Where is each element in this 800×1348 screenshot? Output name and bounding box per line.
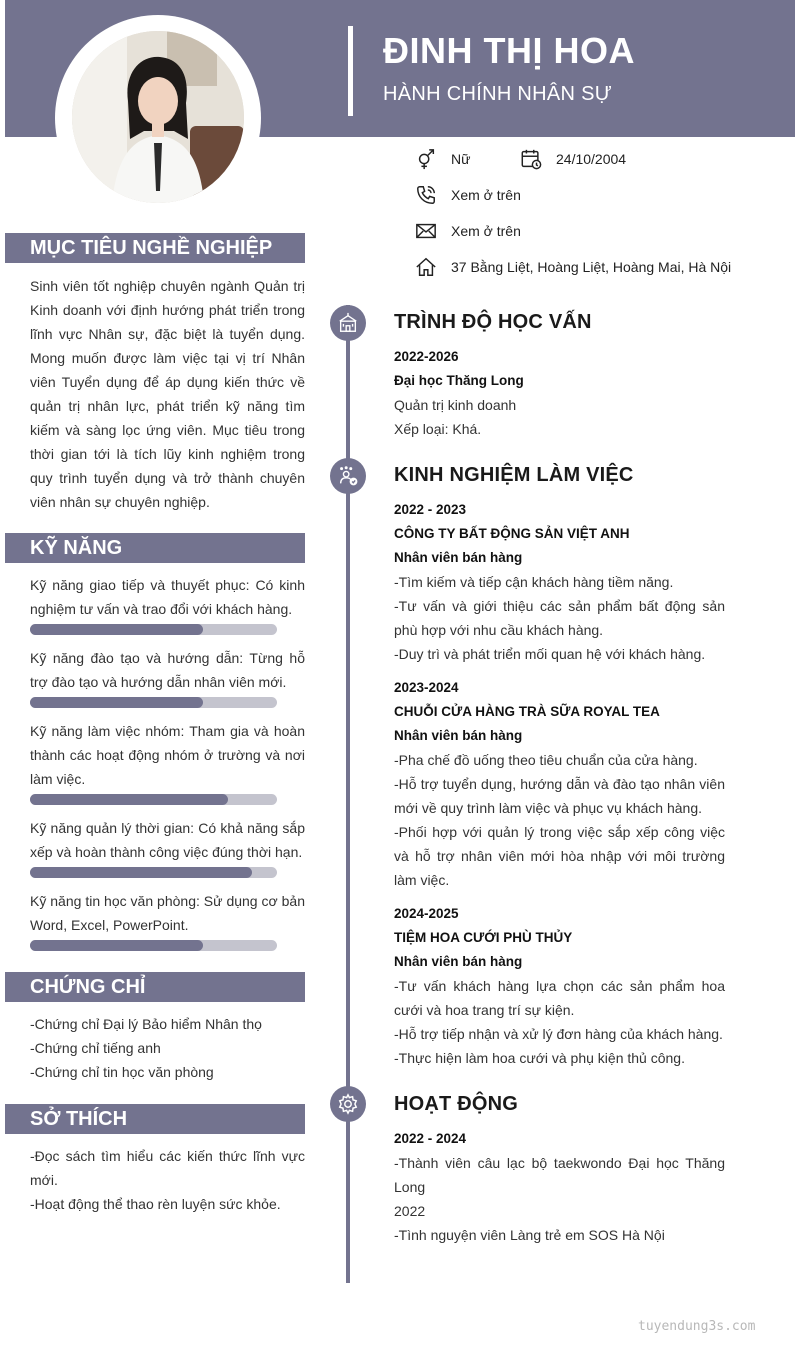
job-duty: -Phối hợp với quản lý trong việc sắp xếp công việc và hỗ trợ nhân viên mới hòa nhập với môi trường làm việc. (394, 824, 725, 888)
skill-bar (30, 867, 277, 878)
job-company: CHUỖI CỬA HÀNG TRÀ SỮA ROYAL TEA (394, 704, 660, 719)
education-period: 2022-2026 (394, 349, 459, 364)
job-duty: -Hỗ trợ tiếp nhận và xử lý đơn hàng của khách hàng. (394, 1026, 723, 1042)
header-divider (348, 26, 353, 116)
education-school: Đại học Thăng Long (394, 373, 524, 388)
phone-value: Xem ở trên (451, 187, 521, 203)
candidate-name: ĐINH THỊ HOA (383, 30, 635, 71)
job-duty: -Hỗ trợ tuyển dụng, hướng dẫn và đào tạo nhân viên mới về quy trình làm việc và phục vụ khách hàng. (394, 776, 725, 816)
watermark: tuyendung3s.com (638, 1319, 756, 1334)
certificates-list (30, 1012, 305, 1084)
skill-bar (30, 794, 277, 805)
experience-entry (394, 902, 725, 1070)
contact-phone (415, 184, 521, 206)
activities-heading: HOẠT ĐỘNG (394, 1093, 519, 1115)
gender-icon (415, 148, 437, 170)
team-badge-icon (330, 458, 366, 494)
skill-text: Kỹ năng quản lý thời gian: Có khả năng sắp xếp và hoàn thành công việc đúng thời hạn. (30, 820, 305, 860)
job-position: Nhân viên bán hàng (394, 550, 523, 565)
job-duty: -Tìm kiếm và tiếp cận khách hàng tiềm năng. (394, 574, 674, 590)
phone-icon (415, 184, 437, 206)
envelope-icon (415, 220, 437, 242)
job-duty: -Pha chế đồ uống theo tiêu chuẩn của cửa hàng. (394, 752, 698, 768)
contact-email (415, 220, 521, 242)
home-icon (415, 256, 437, 278)
objective-text: Sinh viên tốt nghiệp chuyên ngành Quản trị Kinh doanh với định hướng phát triển trong lĩnh vực Nhân sự, đặc biệt là tuyển dụng. Mong muốn được làm việc tại vị trí Nhân viên Tuyển dụng để áp dụng kiến thức về quản trị nhân lực, phát triển kỹ năng tìm kiếm và sàng lọc ứng viên. Mục tiêu trong thời gian tới là tích lũy kinh nghiệm trong quy trình tuyển dụng và trở thành chuyên viên nhân sự chuyên nghiệp. (30, 278, 305, 510)
experience-entry (394, 498, 725, 666)
objective-heading: MỤC TIÊU NGHỀ NGHIỆP (5, 233, 305, 263)
hobbies-heading: SỞ THÍCH (5, 1104, 305, 1134)
job-duty: -Thực hiện làm hoa cưới và phụ kiện thủ công. (394, 1050, 685, 1066)
job-position: Nhân viên bán hàng (394, 728, 523, 743)
school-icon (330, 305, 366, 341)
job-duty: -Duy trì và phát triển mối quan hệ với khách hàng. (394, 646, 706, 662)
hobbies-list (30, 1144, 305, 1216)
education-heading: TRÌNH ĐỘ HỌC VẤN (394, 311, 592, 333)
job-position: Nhân viên bán hàng (394, 954, 523, 969)
avatar (72, 31, 244, 203)
birthday-value: 24/10/2004 (556, 151, 627, 167)
certificates-heading: CHỨNG CHỈ (5, 972, 305, 1002)
contact-address (415, 256, 731, 278)
job-duty: -Tư vấn và giới thiệu các sản phẩm bất động sản phù hợp với nhu cầu khách hàng. (394, 598, 725, 638)
hobby-item: -Đọc sách tìm hiểu các kiến thức lĩnh vực mới. (30, 1148, 305, 1188)
job-period: 2022 - 2023 (394, 502, 467, 517)
experience-heading: KINH NGHIỆM LÀM VIỆC (394, 464, 634, 486)
job-period: 2023-2024 (394, 680, 459, 695)
activity-period: 2022 - 2024 (394, 1131, 467, 1146)
activity-period: 2022 (394, 1203, 426, 1219)
gear-icon (330, 1086, 366, 1122)
skill-bar (30, 697, 277, 708)
job-period: 2024-2025 (394, 906, 459, 921)
timeline-line (346, 305, 350, 1283)
skill-bar-fill (30, 624, 203, 635)
activity-item: -Thành viên câu lạc bộ taekwondo Đại học Thăng Long (394, 1155, 725, 1195)
skill-bar-fill (30, 697, 203, 708)
skill-bar (30, 624, 277, 635)
activity-item: -Tình nguyện viên Làng trẻ em SOS Hà Nội (394, 1227, 665, 1243)
certificate-item: -Chứng chỉ Đại lý Bảo hiểm Nhân thọ (30, 1016, 262, 1032)
address-value: 37 Bằng Liệt, Hoàng Liệt, Hoàng Mai, Hà Nội (451, 259, 732, 275)
contact-birthday (520, 148, 626, 170)
skill-text: Kỹ năng giao tiếp và thuyết phục: Có kinh nghiệm tư vấn và trao đổi với khách hàng. (30, 577, 305, 617)
job-title: HÀNH CHÍNH NHÂN SỰ (383, 83, 613, 105)
skill-text: Kỹ năng tin học văn phòng: Sử dụng cơ bản Word, Excel, PowerPoint. (30, 893, 305, 933)
gender-value: Nữ (451, 151, 471, 167)
skill-bar-fill (30, 794, 228, 805)
job-duty: -Tư vấn khách hàng lựa chọn các sản phẩm hoa cưới và hoa trang trí sự kiện. (394, 978, 725, 1018)
skill-bar (30, 940, 277, 951)
avatar-photo (72, 31, 244, 203)
hobby-item: -Hoạt động thể thao rèn luyện sức khỏe. (30, 1196, 281, 1212)
education-major: Quản trị kinh doanh (394, 397, 517, 413)
calendar-icon (520, 148, 542, 170)
job-company: CÔNG TY BẤT ĐỘNG SẢN VIỆT ANH (394, 526, 630, 541)
certificate-item: -Chứng chỉ tiếng anh (30, 1040, 161, 1056)
education-entry (394, 345, 725, 441)
skill-text: Kỹ năng làm việc nhóm: Tham gia và hoàn thành các hoạt động nhóm ở trường và nơi làm việc. (30, 723, 305, 787)
experience-entry (394, 676, 725, 892)
skill-text: Kỹ năng đào tạo và hướng dẫn: Từng hỗ trợ đào tạo và hướng dẫn nhân viên mới. (30, 650, 305, 690)
education-grade: Xếp loại: Khá. (394, 421, 482, 437)
email-value: Xem ở trên (451, 223, 521, 239)
skills-heading: KỸ NĂNG (5, 533, 305, 563)
contact-gender (415, 148, 470, 170)
certificate-item: -Chứng chỉ tin học văn phòng (30, 1064, 214, 1080)
skill-bar-fill (30, 940, 203, 951)
skill-bar-fill (30, 867, 252, 878)
job-company: TIỆM HOA CƯỚI PHÙ THỦY (394, 930, 573, 945)
activities-entry (394, 1127, 725, 1247)
